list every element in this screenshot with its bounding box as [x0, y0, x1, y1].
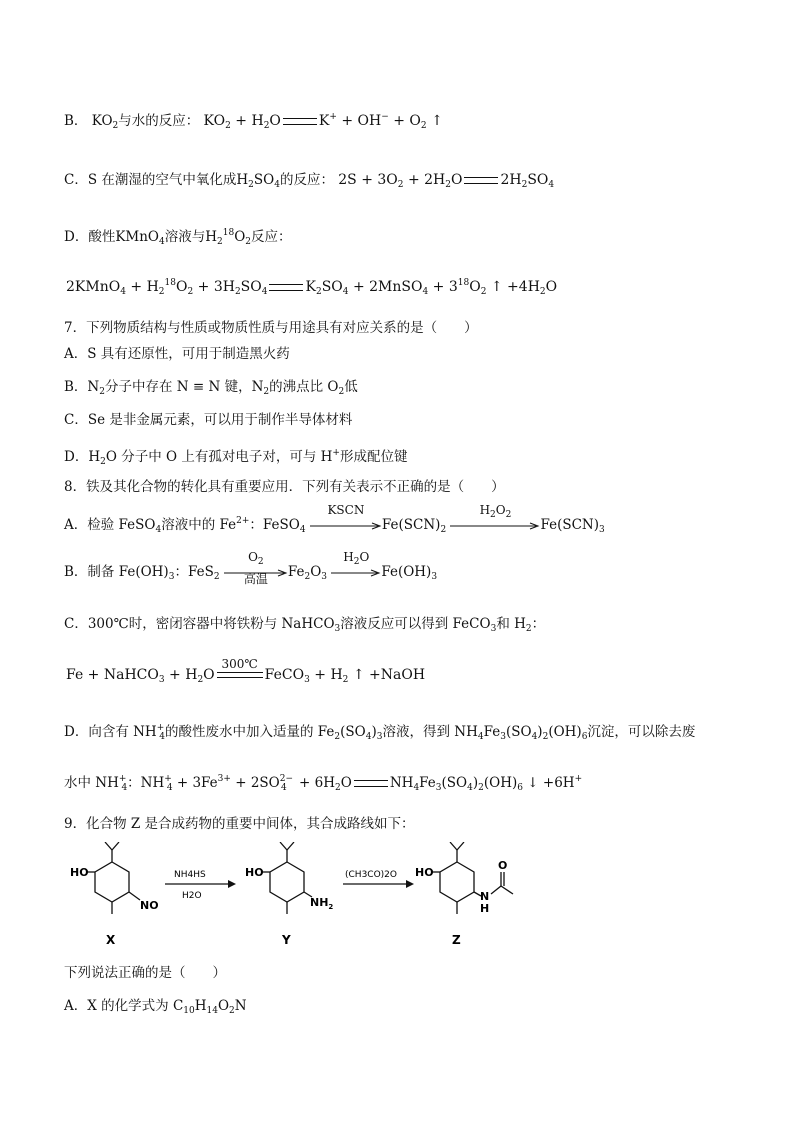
molecule-x: [86, 842, 140, 914]
q9-ask: 下列说法正确的是（ ）: [64, 965, 226, 981]
condition-double-line: 300℃: [217, 672, 263, 678]
q9-option-a: A．X 的化学式为 $C_{10}H_{14}O_2N$: [64, 998, 247, 1016]
arrow-icon: [310, 522, 382, 530]
q8-option-c: C．300℃时，密闭容器中将铁粉与 NaHCO$_3$溶液反应可以得到 FeCO$_3$和 $H_2$：: [64, 616, 546, 634]
z-ho: HO: [415, 866, 434, 879]
x-no: NO: [140, 899, 159, 912]
q7-option-c: C．Se 是非金属元素，可以用于制作半导体材料: [64, 412, 353, 428]
q9-stem: 9．化合物 Z 是合成药物的重要中间体，其合成路线如下：: [64, 816, 415, 832]
equation-q8d: 水中 $NH^+_4$：$NH^+_4 + 3Fe^{3+} + 2SO^{2-}_4 + 6H_2O$ $NH_4Fe_3(SO_4)_2(OH)_6$ ↓ +6H+: [64, 774, 583, 793]
z-o: O: [498, 859, 508, 872]
reaction-arrow: $O_2$ 高温: [224, 564, 288, 582]
double-line: [283, 118, 317, 125]
q7-option-b: B．$N_2$分子中存在 N ≡ N 键，$N_2$的沸点比 $O_2$低: [64, 379, 358, 397]
equation-b6: $KO_2 + H_2O$ $K^+ + OH^- + O_2$ ↑: [203, 112, 443, 131]
q6-option-c: C．S 在潮湿的空气中氧化成$H_2SO_4$的反应： $2S + 3O_2 + 2H_2O$ $2H_2SO_4$: [64, 172, 555, 190]
reagent-2-top: (CH3CO)2O: [345, 870, 397, 880]
reagent-1-top: NH4HS: [174, 870, 206, 880]
q8-option-a: A．检验 FeSO$_4$溶液中的 $Fe^{2+}$：FeSO$_4$ KSCN $Fe(SCN)_2$ $H_2O_2$ $Fe(SCN)_3$: [64, 502, 605, 535]
equation-q8c: Fe + NaHCO$_3$ + $H_2O$ 300℃ FeCO$_3$ + $H_2$ ↑ +NaOH: [66, 657, 426, 685]
q7-option-d: D．$H_2O$ 分子中 O 上有孤对电子对，可与 H+形成配位键: [64, 448, 408, 467]
q7-option-a: A．S 具有还原性，可用于制造黑火药: [64, 346, 290, 362]
equation-c6: $2S + 3O_2 + 2H_2O$ $2H_2SO_4$: [338, 172, 555, 190]
double-line: [354, 780, 388, 787]
q8-option-b: B．制备 $Fe(OH)_3$：FeS$_2$ $O_2$ 高温 $Fe_2O_3$ $H_2O$ $Fe(OH)_3$: [64, 549, 438, 586]
q6-option-b: B． $KO_2$与水的反应： $KO_2 + H_2O$ $K^+ + OH^- + O_2$ ↑: [64, 112, 443, 131]
reaction-arrow: $H_2O_2$: [450, 517, 540, 535]
q7-stem: 7．下列物质结构与性质或物质性质与用途具有对应关系的是（ ）: [64, 320, 478, 336]
arrow-1-head: [228, 880, 236, 888]
z-h: H: [480, 902, 490, 915]
arrow-2-head: [406, 880, 414, 888]
y-nh: $NH_2$: [310, 896, 334, 911]
x-ho: HO: [70, 866, 89, 879]
reaction-arrow: $H_2O$: [331, 564, 381, 582]
q8-stem: 8．铁及其化合物的转化具有重要应用．下列有关表示不正确的是（ ）: [64, 479, 505, 495]
label-x: X: [106, 933, 116, 947]
q8-option-d: D．向含有 $NH^+_4$的酸性废水中加入适量的 $Fe_2(SO_4)_3$溶液，得到 $NH_4Fe_3(SO_4)_2(OH)_6$沉淀，可以除去废: [64, 723, 696, 742]
label-z: Z: [452, 933, 461, 947]
z-n: N: [480, 890, 490, 903]
synthesis-route-diagram: [60, 842, 560, 952]
double-line: [464, 177, 498, 184]
molecule-y: [261, 842, 312, 914]
y-ho: HO: [245, 866, 264, 879]
molecule-z: [431, 842, 513, 914]
q6-option-d: D．酸性KMnO$_4$溶液与$H_2^{18}O_2$反应：: [64, 228, 292, 247]
label-y: Y: [282, 933, 291, 947]
reagent-1-bot: H2O: [182, 891, 202, 901]
reaction-arrow: KSCN: [310, 517, 382, 535]
double-line: [269, 284, 303, 291]
equation-d6: 2KMnO$_4$ + $H_2^{18}O_2 + 3H_2SO_4$ $K_2SO_4$ + 2MnSO$_4$ + $3^{18}O_2$ ↑ $+4H_2O$: [66, 278, 558, 297]
